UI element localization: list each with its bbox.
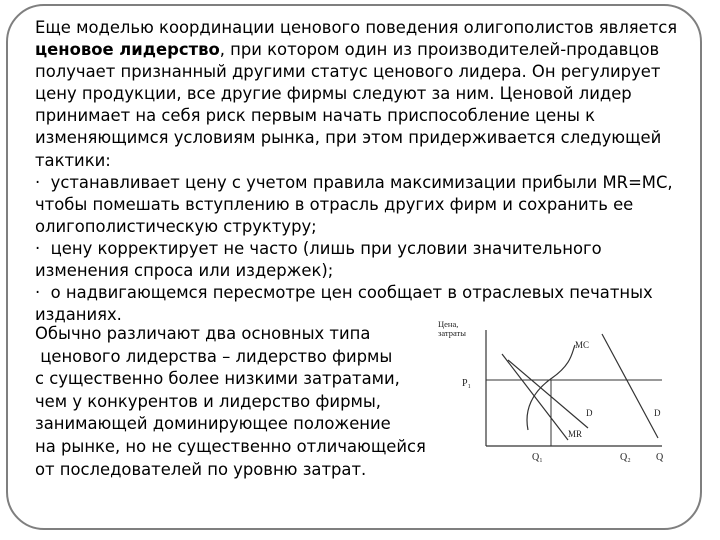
bullet-marker: ·	[35, 238, 41, 258]
slide-frame	[6, 4, 702, 530]
bullet-text: цену корректирует не часто (лишь при условии значительного изменения спроса или издержек);	[35, 238, 602, 281]
demand-label: D	[654, 408, 661, 418]
q1-label: Q₁	[532, 452, 543, 463]
demand-curve	[602, 334, 658, 438]
term-price-leadership: ценовое лидерство	[35, 40, 220, 60]
closing-line: с существенно более низкими затратами,	[35, 369, 400, 389]
closing-paragraph	[35, 323, 485, 481]
mr-label: MR	[568, 429, 583, 439]
intro-paragraph	[35, 17, 695, 172]
mc-label: MC	[575, 340, 590, 350]
intro-text-end: , при котором один из производителей-продавцов получает признанный другими статус ценового лидера. Он регулирует цену продукции, все другие фирмы следуют за ним. Ценовой лидер принимает на себя риск первым начать приспособление цены к изменяющимся условиям рынка, при этом придерживается следующей тактики:	[35, 40, 662, 170]
leader-demand-curve	[508, 360, 588, 428]
bullet-item	[35, 238, 695, 282]
closing-line: от последователей по уровню затрат.	[35, 459, 367, 479]
closing-line: чем у конкурентов и лидерство фирмы,	[35, 391, 382, 411]
bullet-text: устанавливает цену с учетом правила максимизации прибыли MR=MC, чтобы помешать вступлению в отрасль других фирм и сохранить ее олигополистическую структуру;	[35, 172, 673, 236]
bullet-marker: ·	[35, 283, 41, 303]
closing-line: занимающей доминирующее положение	[35, 414, 391, 434]
bullet-text: о надвигающемся пересмотре цен сообщает в отраслевых печатных изданиях.	[35, 283, 653, 325]
intro-text-start: Еще моделью координации ценового поведения олигополистов является	[35, 18, 678, 37]
price-leadership-diagram	[432, 312, 677, 472]
price-label-p1: P₁	[462, 378, 472, 389]
closing-line: на рынке, но не существенно отличающейся	[35, 436, 426, 456]
q2-label: Q₂	[620, 452, 631, 463]
bullet-marker: ·	[35, 172, 41, 192]
closing-line: ценового лидерства – лидерство фирмы	[35, 346, 393, 366]
y-axis-label: Цена,	[438, 319, 459, 329]
closing-line: Обычно различают два основных типа	[35, 324, 371, 343]
x-axis-label: Q	[656, 452, 664, 463]
main-text	[35, 17, 695, 326]
mr-curve	[502, 354, 568, 440]
bullet-item	[35, 172, 695, 238]
leader-demand-label: D	[586, 408, 593, 418]
y-axis-label: затраты	[438, 328, 466, 338]
